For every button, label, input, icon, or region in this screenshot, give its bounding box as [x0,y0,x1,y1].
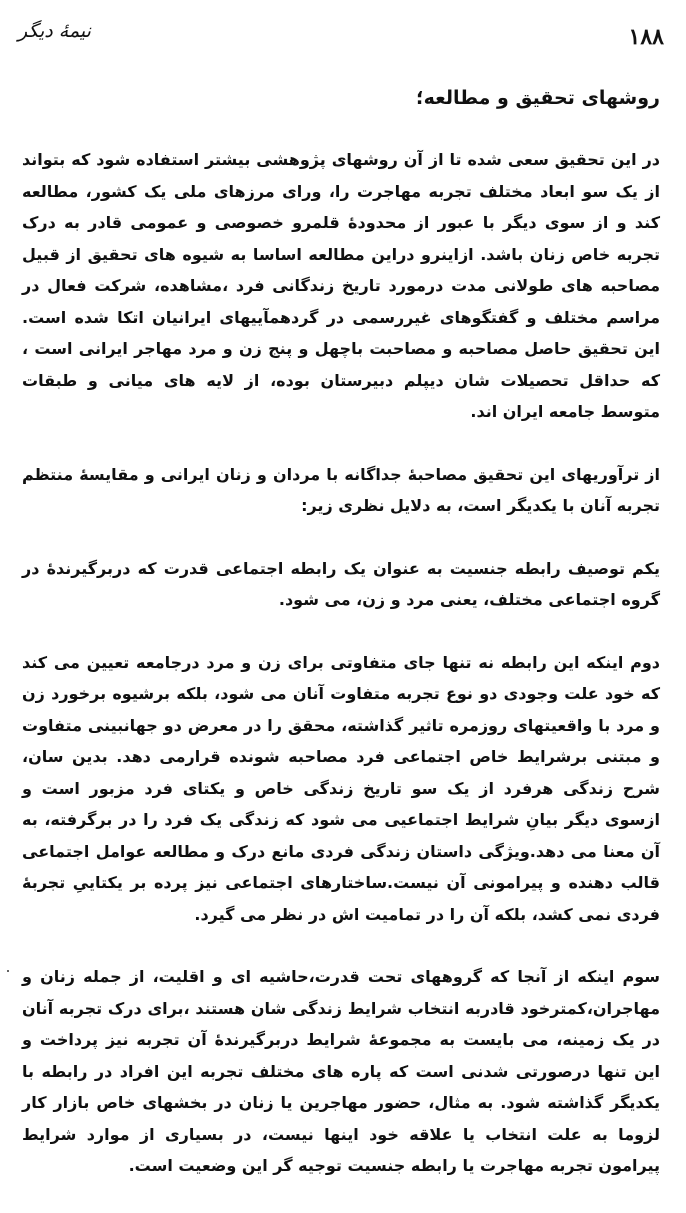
paragraph-reason-two: دوم اینکه این رابطه نه تنها جای متفاوتی برای زن و مرد درجامعه تعیین می کند که خود علت وجودی دو نوع تجربه متفاوت آنان می شود، بلکه برشیوه برخورد زن و مرد با واقعیتهای روزمره تاثیر گذاشته، محقق را در معرض دو جهانبینی متفاوت و مبتنی برشرایط خاص اجتماعی فرد مصاحبه شونده قرارمی دهد. بدین سان، شرح زندگی هرفرد از یک سو تاریخ زندگی خاص و یکتای فرد مزبور است و ازسوی دیگر بیانِ شرایط اجتماعیی می شود که زندگی یک فرد را در برگرفته، به آن معنا می دهد.ویژگی داستان زندگی فردی مانع درک و مطالعه عوامل اجتماعی قالب دهنده و پیرامونی آن نیست.ساختارهای اجتماعی نیز پرده بر یکتاییِ تجربهٔ فردی نمی کشد، بلکه آن را در تمامیت اش در نظر می گیرد. [22,652,660,924]
page-number: ۱۸۸ [628,24,664,50]
section-heading: روشهای تحقیق و مطالعه؛ [416,87,660,109]
paragraph-reasons-intro: از ترآوریهای این تحقیق مصاحبهٔ جداگانه با مردان و زنان ایرانی و مقایسهٔ منتظم تجربه آنان با یکدیگر است، به دلایل نظری زیر: [22,464,660,515]
page-body [22,78,660,1213]
margin-dot [7,970,9,972]
paragraph-reason-three: سوم اینکه از آنجا که گروههای تحت قدرت،حاشیه ای و اقلیت، از جمله زنان و مهاجران،کمترخود قادربه انتخاب شرایط زندگی شان هستند ،برای درک تجربه آنان در یک زمینه، می بایست به مجموعهٔ شرایط دربرگیرندهٔ آن تجربه نیز پرداخت و این تنها درصورتی شدنی است که پاره های مختلف تجربه این افراد در رابطه با یکدیگر گذاشته شود. به مثال، حضور مهاجرین یا زنان در بخشهای خاص بازار کار لزوما به علت انتخاب یا علاقه خود اینها نیست، در بسیاری از موارد شرایط پیرامون تجربه مهاجرت یا رابطه جنسیت توجیه گر این وضعیت است. [22,967,660,1175]
paragraph-methods: در این تحقیق سعی شده تا از آن روشهای پژوهشی بیشتر استفاده شود که بتواند از یک سو ابعاد مختلف تجربه مهاجرت را، ورای مرزهای ملی یک کشور، مطالعه کند و از سوی دیگر با عبور از محدودهٔ قلمرو خصوصی و عمومی قادر به درک تجربه خاص زنان باشد. ازاینرو دراین مطالعه اساسا به شیوه های تحقیق از قبیل مصاحبه های طولانی مدت درمورد تاریخ زندگانی فرد ،مشاهده، شرکت فعال در مراسم مختلف و گفتگوهای غیررسمی در گردهمآییهای ایرانیان اتکا شده است. این تحقیق حاصل مصاحبه و مصاحبت باچهل و پنج زن و مرد مهاجر ایرانی است ، که حداقل تحصیلات شان دیپلم دبیرستان بوده، از لایه های میانی و طبقات متوسط جامعه ایران اند. [22,150,660,421]
paragraph-reason-one: یکم توصیف رابطه جنسیت به عنوان یک رابطه اجتماعی قدرت که دربرگیرندهٔ در گروه اجتماعی مختلف، یعنی مرد و زن، می شود. [22,558,660,609]
running-title: نیمهٔ دیگر [18,20,91,42]
page-header [18,16,664,56]
